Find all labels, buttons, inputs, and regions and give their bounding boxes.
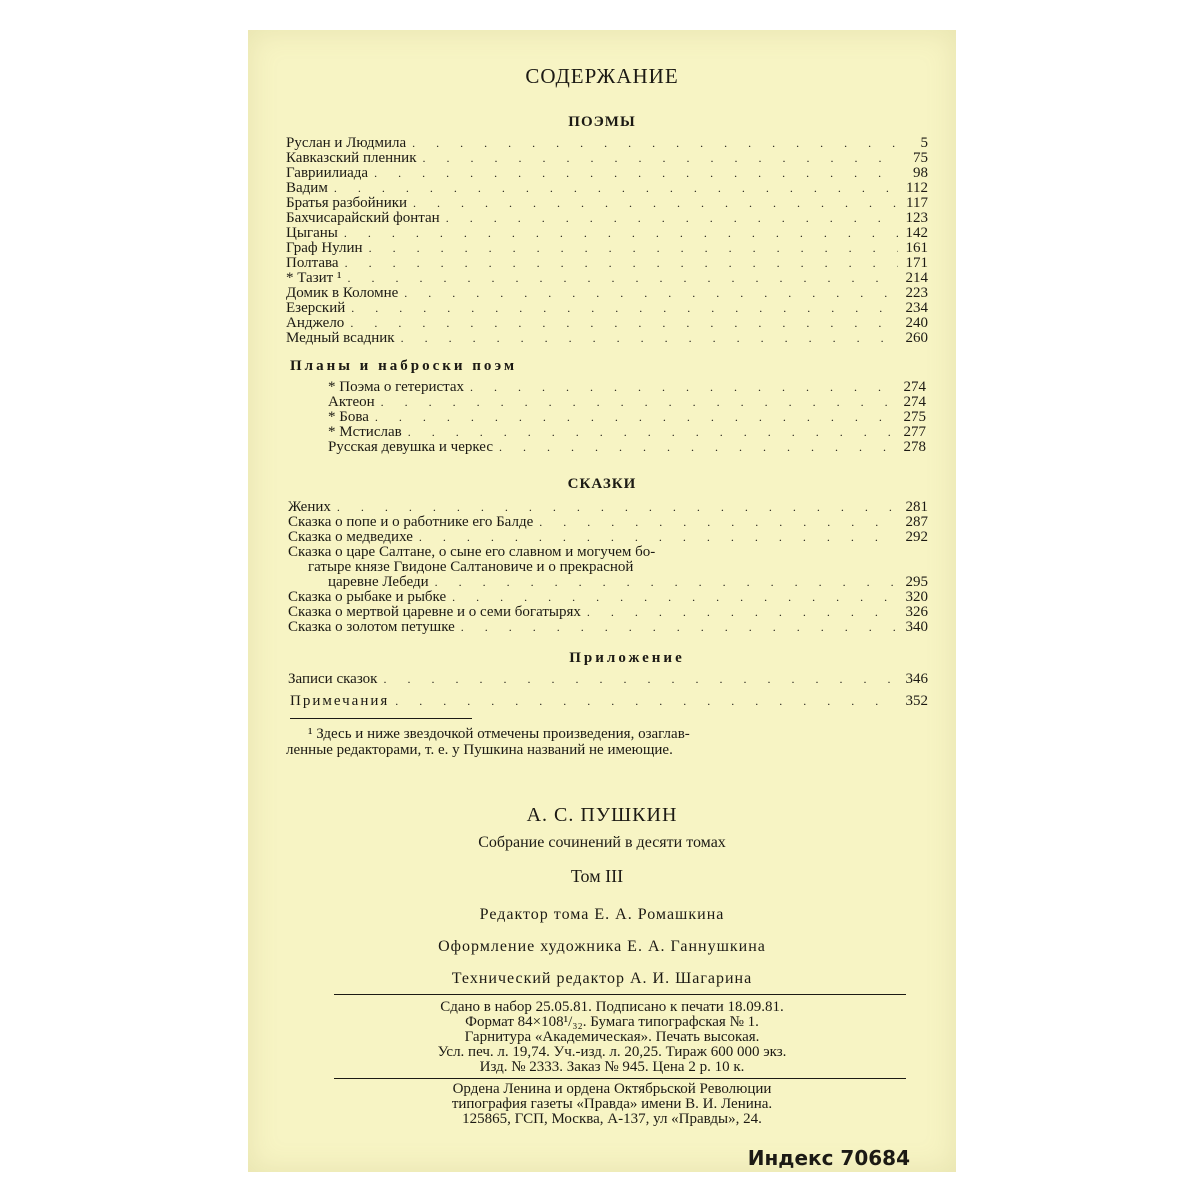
toc-entry xyxy=(286,331,928,346)
author-name: А. С. ПУШКИН xyxy=(526,804,678,826)
saltan-line-3: царевне Лебеди xyxy=(328,574,429,590)
imprint-line: Формат 84×108¹/₃₂. Бумага типографская № 1. xyxy=(465,1014,759,1030)
toc-entry-title: Сказка о золотом петушке xyxy=(288,619,455,635)
toc-entry xyxy=(288,590,928,605)
toc-entry-title: Кавказский пленник xyxy=(286,150,417,166)
toc-entry xyxy=(286,286,928,301)
leader-dots xyxy=(334,181,898,196)
toc-entry xyxy=(286,271,928,286)
imprint-rule-top xyxy=(334,994,906,995)
leader-dots xyxy=(419,530,898,545)
contents-title: СОДЕРЖАНИЕ xyxy=(525,64,679,88)
toc-entry-title: Медный всадник xyxy=(286,330,395,346)
imprint-line: Усл. печ. л. 19,74. Уч.-изд. л. 20,25. Тираж 600 000 экз. xyxy=(437,1044,787,1060)
imprint-line: Гарнитура «Академическая». Печать высокая. xyxy=(464,1029,760,1045)
toc-entry-saltan xyxy=(288,545,928,590)
toc-entry-title: Граф Нулин xyxy=(286,240,363,256)
toc-page-number: 117 xyxy=(906,195,928,211)
toc-entry xyxy=(328,425,926,440)
toc-entry xyxy=(288,515,928,530)
leader-dots xyxy=(412,136,898,151)
toc-page-number: 98 xyxy=(913,165,928,181)
volume-editor: Редактор тома Е. А. Ромашкина xyxy=(479,906,725,923)
toc-page-number: 214 xyxy=(905,270,928,286)
toc-page-number: 277 xyxy=(903,424,926,440)
leader-dots xyxy=(344,226,898,241)
toc-page-number: 274 xyxy=(903,394,926,410)
leader-dots xyxy=(461,620,898,635)
toc-page-number: 161 xyxy=(905,240,928,256)
plans-list xyxy=(328,380,926,455)
leader-dots xyxy=(587,605,898,620)
imprint xyxy=(328,1000,896,1075)
toc-entry-title: Братья разбойники xyxy=(286,195,408,211)
printer-info xyxy=(328,1082,896,1127)
toc-entry xyxy=(286,301,928,316)
technical-editor: Технический редактор А. И. Шагарина xyxy=(451,970,753,987)
toc-entry xyxy=(288,672,928,687)
toc-page-number: 278 xyxy=(903,439,926,455)
leader-dots xyxy=(401,331,898,346)
toc-entry xyxy=(288,605,928,620)
leader-dots xyxy=(345,256,898,271)
footnote xyxy=(286,726,690,758)
toc-page-number: 326 xyxy=(905,604,928,620)
printer-line: 125865, ГСП, Москва, А-137, ул «Правды», 24. xyxy=(462,1111,762,1127)
leader-dots xyxy=(408,425,896,440)
toc-entry-title: * Тазит ¹ xyxy=(286,270,342,286)
leader-dots xyxy=(470,380,896,395)
leader-dots xyxy=(446,211,898,226)
toc-entry-title: Бахчисарайский фонтан xyxy=(286,210,440,226)
toc-entry-title: * Поэма о гетеристах xyxy=(328,379,465,395)
volume-number: Том III xyxy=(570,866,624,886)
toc-entry-title: Руслан и Людмила xyxy=(286,135,407,151)
toc-entry-title: Полтава xyxy=(286,255,339,271)
toc-page-number: 274 xyxy=(903,379,926,395)
toc-entry xyxy=(328,440,926,455)
toc-entry xyxy=(286,136,928,151)
notes-page-number: 352 xyxy=(905,693,928,709)
toc-page-number: 287 xyxy=(905,514,928,530)
leader-dots xyxy=(435,575,898,590)
leader-dots xyxy=(452,590,898,605)
toc-entry xyxy=(286,181,928,196)
leader-dots xyxy=(413,196,898,211)
toc-entry xyxy=(286,241,928,256)
footnote-line-2: ленные редакторами, т. е. у Пушкина названий не имеющие. xyxy=(286,742,673,758)
appendix-heading: Приложение xyxy=(569,650,685,666)
toc-entry-title: Сказка о мертвой царевне и о семи богатырях xyxy=(288,604,581,620)
toc-entry xyxy=(286,316,928,331)
poems-heading: ПОЭМЫ xyxy=(568,114,636,130)
toc-entry xyxy=(286,196,928,211)
toc-entry xyxy=(328,380,926,395)
toc-page-number: 346 xyxy=(905,671,928,687)
toc-entry-title: Записи сказок xyxy=(288,671,378,687)
toc-entry xyxy=(286,226,928,241)
toc-entry-title: * Бова xyxy=(328,409,369,425)
toc-page-number: 142 xyxy=(905,225,928,241)
saltan-line-2: гатыре князе Гвидоне Салтановиче и о прекрасной xyxy=(308,559,634,575)
toc-page-number: 281 xyxy=(905,499,928,515)
toc-page-number: 112 xyxy=(906,180,928,196)
book-page xyxy=(248,30,956,1172)
footnote-line-1: ¹ Здесь и ниже звездочкой отмечены произведения, озаглав- xyxy=(308,726,690,742)
toc-page-number: 275 xyxy=(903,409,926,425)
toc-entry xyxy=(288,530,928,545)
toc-entry xyxy=(286,151,928,166)
leader-dots xyxy=(351,301,898,316)
toc-page-number: 260 xyxy=(905,330,928,346)
toc-page-number: 320 xyxy=(905,589,928,605)
toc-entry-title: Езерский xyxy=(286,300,346,316)
toc-entry-title: Актеон xyxy=(328,394,375,410)
leader-dots xyxy=(369,241,898,256)
printer-line: типография газеты «Правда» имени В. И. Ленина. xyxy=(451,1096,773,1112)
leader-dots xyxy=(404,286,898,301)
toc-page-number: 340 xyxy=(905,619,928,635)
toc-page-number: 75 xyxy=(913,150,928,166)
toc-entry xyxy=(286,256,928,271)
leader-dots xyxy=(499,440,896,455)
notes-title: Примечания xyxy=(290,693,390,709)
imprint-line: Сдано в набор 25.05.81. Подписано к печати 18.09.81. xyxy=(440,999,784,1015)
toc-entry-title: Русская девушка и черкес xyxy=(328,439,493,455)
poems-list xyxy=(286,136,928,346)
toc-entry xyxy=(288,500,928,515)
footnote-rule xyxy=(290,718,472,719)
tales-heading: СКАЗКИ xyxy=(567,476,637,492)
toc-entry-title: Гавриилиада xyxy=(286,165,369,181)
toc-page-number: 295 xyxy=(905,574,928,590)
toc-entry-title: Цыганы xyxy=(286,225,338,241)
notes-entry xyxy=(290,694,928,709)
imprint-rule-bottom xyxy=(334,1078,906,1079)
leader-dots xyxy=(347,271,898,286)
toc-entry-title: Сказка о попе и о работнике его Балде xyxy=(288,514,534,530)
toc-entry-title: Сказка о рыбаке и рыбке xyxy=(288,589,447,605)
toc-page-number: 223 xyxy=(905,285,928,301)
toc-entry-title: * Мстислав xyxy=(328,424,402,440)
collection-title: Собрание сочинений в десяти томах xyxy=(478,834,726,851)
toc-entry xyxy=(286,166,928,181)
toc-entry xyxy=(328,410,926,425)
leader-dots xyxy=(350,316,898,331)
plans-heading: Планы и наброски поэм xyxy=(290,358,518,374)
toc-entry-title: Сказка о медведихе xyxy=(288,529,413,545)
designer: Оформление художника Е. А. Ганнушкина xyxy=(438,938,766,955)
leader-dots xyxy=(381,395,896,410)
toc-page-number: 240 xyxy=(905,315,928,331)
leader-dots xyxy=(395,694,898,709)
toc-entry xyxy=(328,395,926,410)
leader-dots xyxy=(374,166,898,181)
leader-dots xyxy=(539,515,898,530)
toc-entry-title: Вадим xyxy=(286,180,328,196)
leader-dots xyxy=(383,672,898,687)
toc-entry xyxy=(286,211,928,226)
tales-list xyxy=(288,500,928,635)
imprint-line: Изд. № 2333. Заказ № 945. Цена 2 р. 10 к. xyxy=(479,1059,745,1075)
leader-dots xyxy=(422,151,898,166)
printer-line: Ордена Ленина и ордена Октябрьской Революции xyxy=(452,1081,772,1097)
leader-dots xyxy=(375,410,896,425)
toc-entry-title: Домик в Коломне xyxy=(286,285,399,301)
toc-entry-title: Жених xyxy=(288,499,331,515)
leader-dots xyxy=(337,500,898,515)
index-number: Индекс 70684 xyxy=(747,1146,910,1170)
toc-page-number: 5 xyxy=(920,135,928,151)
toc-page-number: 171 xyxy=(905,255,928,271)
appendix-list xyxy=(288,672,928,687)
toc-entry xyxy=(288,620,928,635)
toc-page-number: 292 xyxy=(905,529,928,545)
toc-page-number: 234 xyxy=(905,300,928,316)
toc-page-number: 123 xyxy=(905,210,928,226)
toc-entry-title: Анджело xyxy=(286,315,345,331)
saltan-line-1: Сказка о царе Салтане, о сыне его славном и могучем бо- xyxy=(288,544,656,560)
